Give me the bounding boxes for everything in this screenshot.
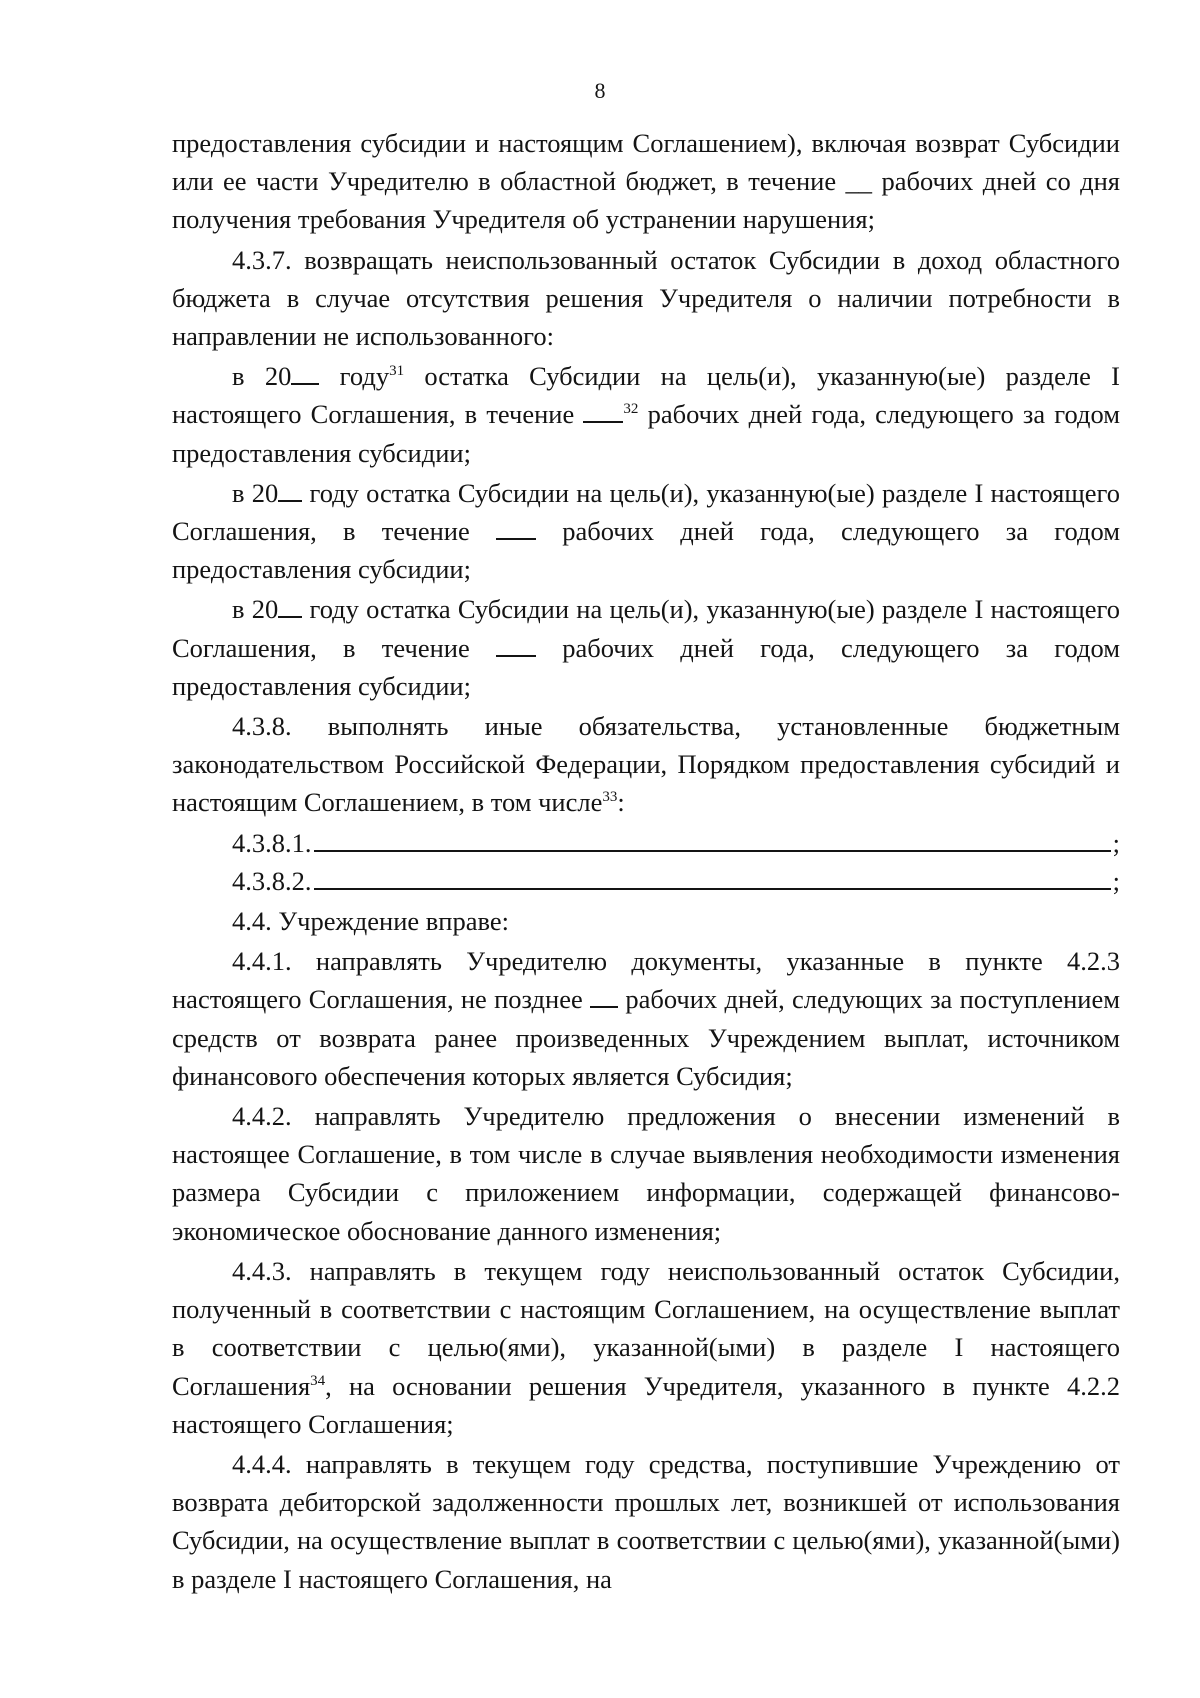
footnote-ref: 31 xyxy=(389,363,405,380)
fill-in-line xyxy=(314,826,1111,852)
days-blank xyxy=(496,654,536,657)
semicolon: ; xyxy=(1112,827,1120,858)
document-body xyxy=(172,124,1120,1598)
year-blank xyxy=(291,382,319,385)
paragraph-year-3 xyxy=(172,590,1120,705)
year-blank xyxy=(278,499,302,502)
paragraph-year-1 xyxy=(172,357,1120,472)
paragraph-4-4-3 xyxy=(172,1252,1120,1443)
days-blank xyxy=(590,1005,618,1008)
footnote-ref: 32 xyxy=(623,401,639,418)
footnote-ref: 33 xyxy=(602,789,618,806)
year-1-text-a: в 20 xyxy=(232,361,292,392)
paragraph-4-4-4: 4.4.4. направлять в текущем году средства, поступившие Учреждению от возврата дебиторской задолженности прошлых лет, возникшей от использования Субсидии, на осуществление выплат в соответствии с целью(ями), указанной(ыми) в разделе I настоящего Соглашения, на xyxy=(172,1448,1120,1594)
days-blank xyxy=(583,420,623,423)
year-1-text-b: году xyxy=(319,361,390,392)
year-2-text-c: рабочих дней года, следующего за годом предоставления субсидии; xyxy=(172,516,1120,585)
year-1-text-d: рабочих дней года, следующего за годом предоставления субсидии; xyxy=(172,399,1120,468)
paragraph-4-4-1-text-a: 4.4.1. направлять Учредителю документы, указанные в пункте 4.2.3 настоящего Соглашения, не позднее xyxy=(172,946,1120,1015)
item-4-3-8-1 xyxy=(172,824,1120,862)
paragraph-4-4-1-text-b: рабочих дней, следующих за поступлением средств от возврата ранее произведенных Учреждением выплат, источником финансового обеспечения которых является Субсидия; xyxy=(172,984,1120,1091)
paragraph-year-2 xyxy=(172,474,1120,589)
item-number: 4.3.8.1. xyxy=(232,827,312,858)
colon: : xyxy=(617,787,625,818)
fill-in-line xyxy=(314,864,1111,890)
year-2-text-b: году остатка Субсидии на цель(и), указанную(ые) разделе I настоящего Соглашения, в течение xyxy=(172,477,1120,547)
year-3-text-c: рабочих дней года, следующего за годом предоставления субсидии; xyxy=(172,632,1120,701)
year-2-text-a: в 20 xyxy=(232,477,279,508)
days-blank xyxy=(496,537,536,540)
paragraph-4-3-7: 4.3.7. возвращать неиспользованный остаток Субсидии в доход областного бюджета в случае отсутствия решения Учредителя о наличии потребности в направлении не использованного: xyxy=(172,244,1120,352)
paragraph-4-4-1 xyxy=(172,942,1120,1095)
semicolon: ; xyxy=(1112,865,1120,896)
paragraph-4-4-3-text-b: , на основании решения Учредителя, указанного в пункте 4.2.2 настоящего Соглашения; xyxy=(172,1370,1120,1439)
year-3-text-a: в 20 xyxy=(232,594,279,625)
page-number: 8 xyxy=(594,78,606,103)
paragraph-4-4-2: 4.4.2. направлять Учредителю предложения о внесении изменений в настоящее Соглашение, в том числе в случае выявления необходимости изменения размера Субсидии с приложением информации, содержащей финансово-экономическое обоснование данного изменения; xyxy=(172,1101,1120,1246)
year-blank xyxy=(278,615,302,618)
paragraph-4-4: 4.4. Учреждение вправе: xyxy=(232,906,509,937)
year-1-text-c: остатка Субсидии на цель(и), указанную(ые) разделе I настоящего Соглашения, в течение xyxy=(172,361,1120,430)
paragraph-4-4-3-text-a: 4.4.3. направлять в текущем году неиспользованный остаток Субсидии, полученный в соответствии с настоящим Соглашением, на осуществление выплат в соответствии с целью(ями), указанной(ыми) в разделе I настоящего Соглашения xyxy=(172,1255,1120,1401)
paragraph-continuation: предоставления субсидии и настоящим Соглашением), включая возврат Субсидии или ее части Учредителю в областной бюджет, в течение __ рабочих дней со дня получения требования Учредителя об устранении нарушения; xyxy=(172,128,1120,235)
paragraph-4-3-8-text: 4.3.8. выполнять иные обязательства, установленные бюджетным законодательством Российской Федерации, Порядком предоставления субсидий и настоящим Соглашением, в том числе xyxy=(172,711,1120,818)
item-number: 4.3.8.2. xyxy=(232,865,312,896)
footnote-ref: 34 xyxy=(310,1372,326,1389)
item-4-3-8-2 xyxy=(172,862,1120,900)
year-3-text-b: году остатка Субсидии на цель(и), указанную(ые) разделе I настоящего Соглашения, в течение xyxy=(172,594,1120,663)
paragraph-4-3-8 xyxy=(172,707,1120,822)
